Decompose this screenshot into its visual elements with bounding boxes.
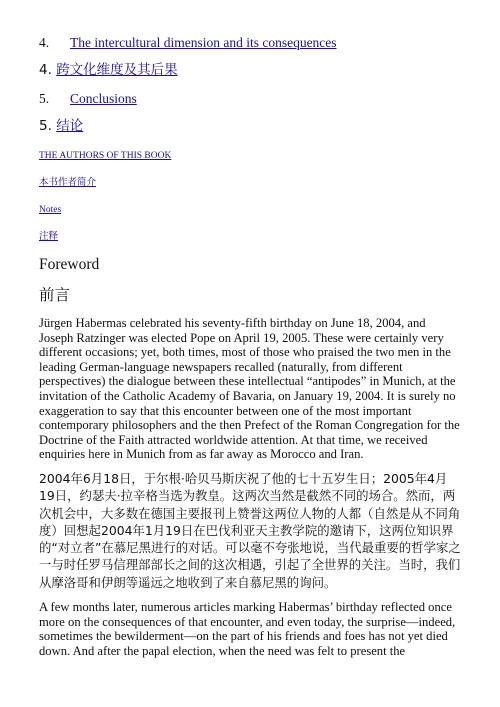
toc-number: 4. [39,35,50,50]
toc-number: 5. [39,91,50,106]
paragraph-2-en: A few months later, numerous articles marking Habermas’ birthday reflected once more on the consequences of that encounter, and even today, the surprise—indeed, sometimes the bewilderment—on the part of his friends and foes has not yet died down. And after the papal election, when the need was felt to present the [39,600,456,658]
notes-zh-link[interactable]: 注释 [39,231,59,242]
toc-item-4-zh [39,62,178,79]
toc-item-5-en [39,91,137,107]
toc-link-intercultural-dimension[interactable]: The intercultural dimension and its consequences [70,35,337,50]
toc-link-conclusions[interactable]: Conclusions [70,91,137,106]
foreword-heading-zh: 前言 [39,286,71,304]
toc-item-5-zh [39,118,83,135]
authors-link-row [39,150,171,162]
toc-link-intercultural-dimension-zh[interactable]: 跨文化维度及其后果 [56,62,178,78]
toc-number: 5. [39,118,52,134]
notes-zh-link-row [39,231,58,243]
authors-link[interactable]: THE AUTHORS OF THIS BOOK [39,151,172,161]
authors-zh-link[interactable]: 本书作者简介 [39,177,97,188]
toc-link-conclusions-zh[interactable]: 结论 [56,118,84,134]
paragraph-1-en: Jürgen Habermas celebrated his seventy-fifth birthday on June 18, 2004, and Joseph Ratzinger was elected Pope on April 19, 2005. These were certainly very different occasions; yet, both times, most of those who praised the two men in the leading German-language newspapers recalled (naturally, from different perspectives) the dialogue between these intellectual “antipodes” in Munich, at the invitation of the Catholic Academy of Bavaria, on January 19, 2004. It is surely no exaggeration to say that this encounter between one of the most important contemporary philosophers and the then Prefect of the Roman Congregation for the Doctrine of the Faith attracted worldwide attention. At that time, we received enquiries here in Munich from as far away as Morocco and Iran. [39,316,460,462]
authors-zh-link-row [39,177,96,189]
foreword-heading: Foreword [39,256,100,273]
toc-number: 4. [39,62,52,78]
notes-link-row [39,204,61,216]
notes-link[interactable]: Notes [39,205,62,215]
paragraph-1-zh: 2004年6月18日，于尔根·哈贝马斯庆祝了他的七十五岁生日；2005年4月19日，约瑟夫·拉辛格当选为教皇。这两次当然是截然不同的场合。然而，两次机会中，大多数在德国主要报刊上赞誉这两位人物的人都（自然是从不同角度）回想起2004年1月19日在巴伐利亚天主教学院的邀请下，这两位知识界的“对立者”在慕尼黑进行的对话。可以毫不夸张地说，当代最重要的哲学家之一与时任罗马信理部部长之间的这次相遇，引起了全世界的关注。当时，我们从摩洛哥和伊朗等遥远之地收到了来自慕尼黑的询问。 [39,471,461,590]
toc-item-4-en [39,35,337,51]
